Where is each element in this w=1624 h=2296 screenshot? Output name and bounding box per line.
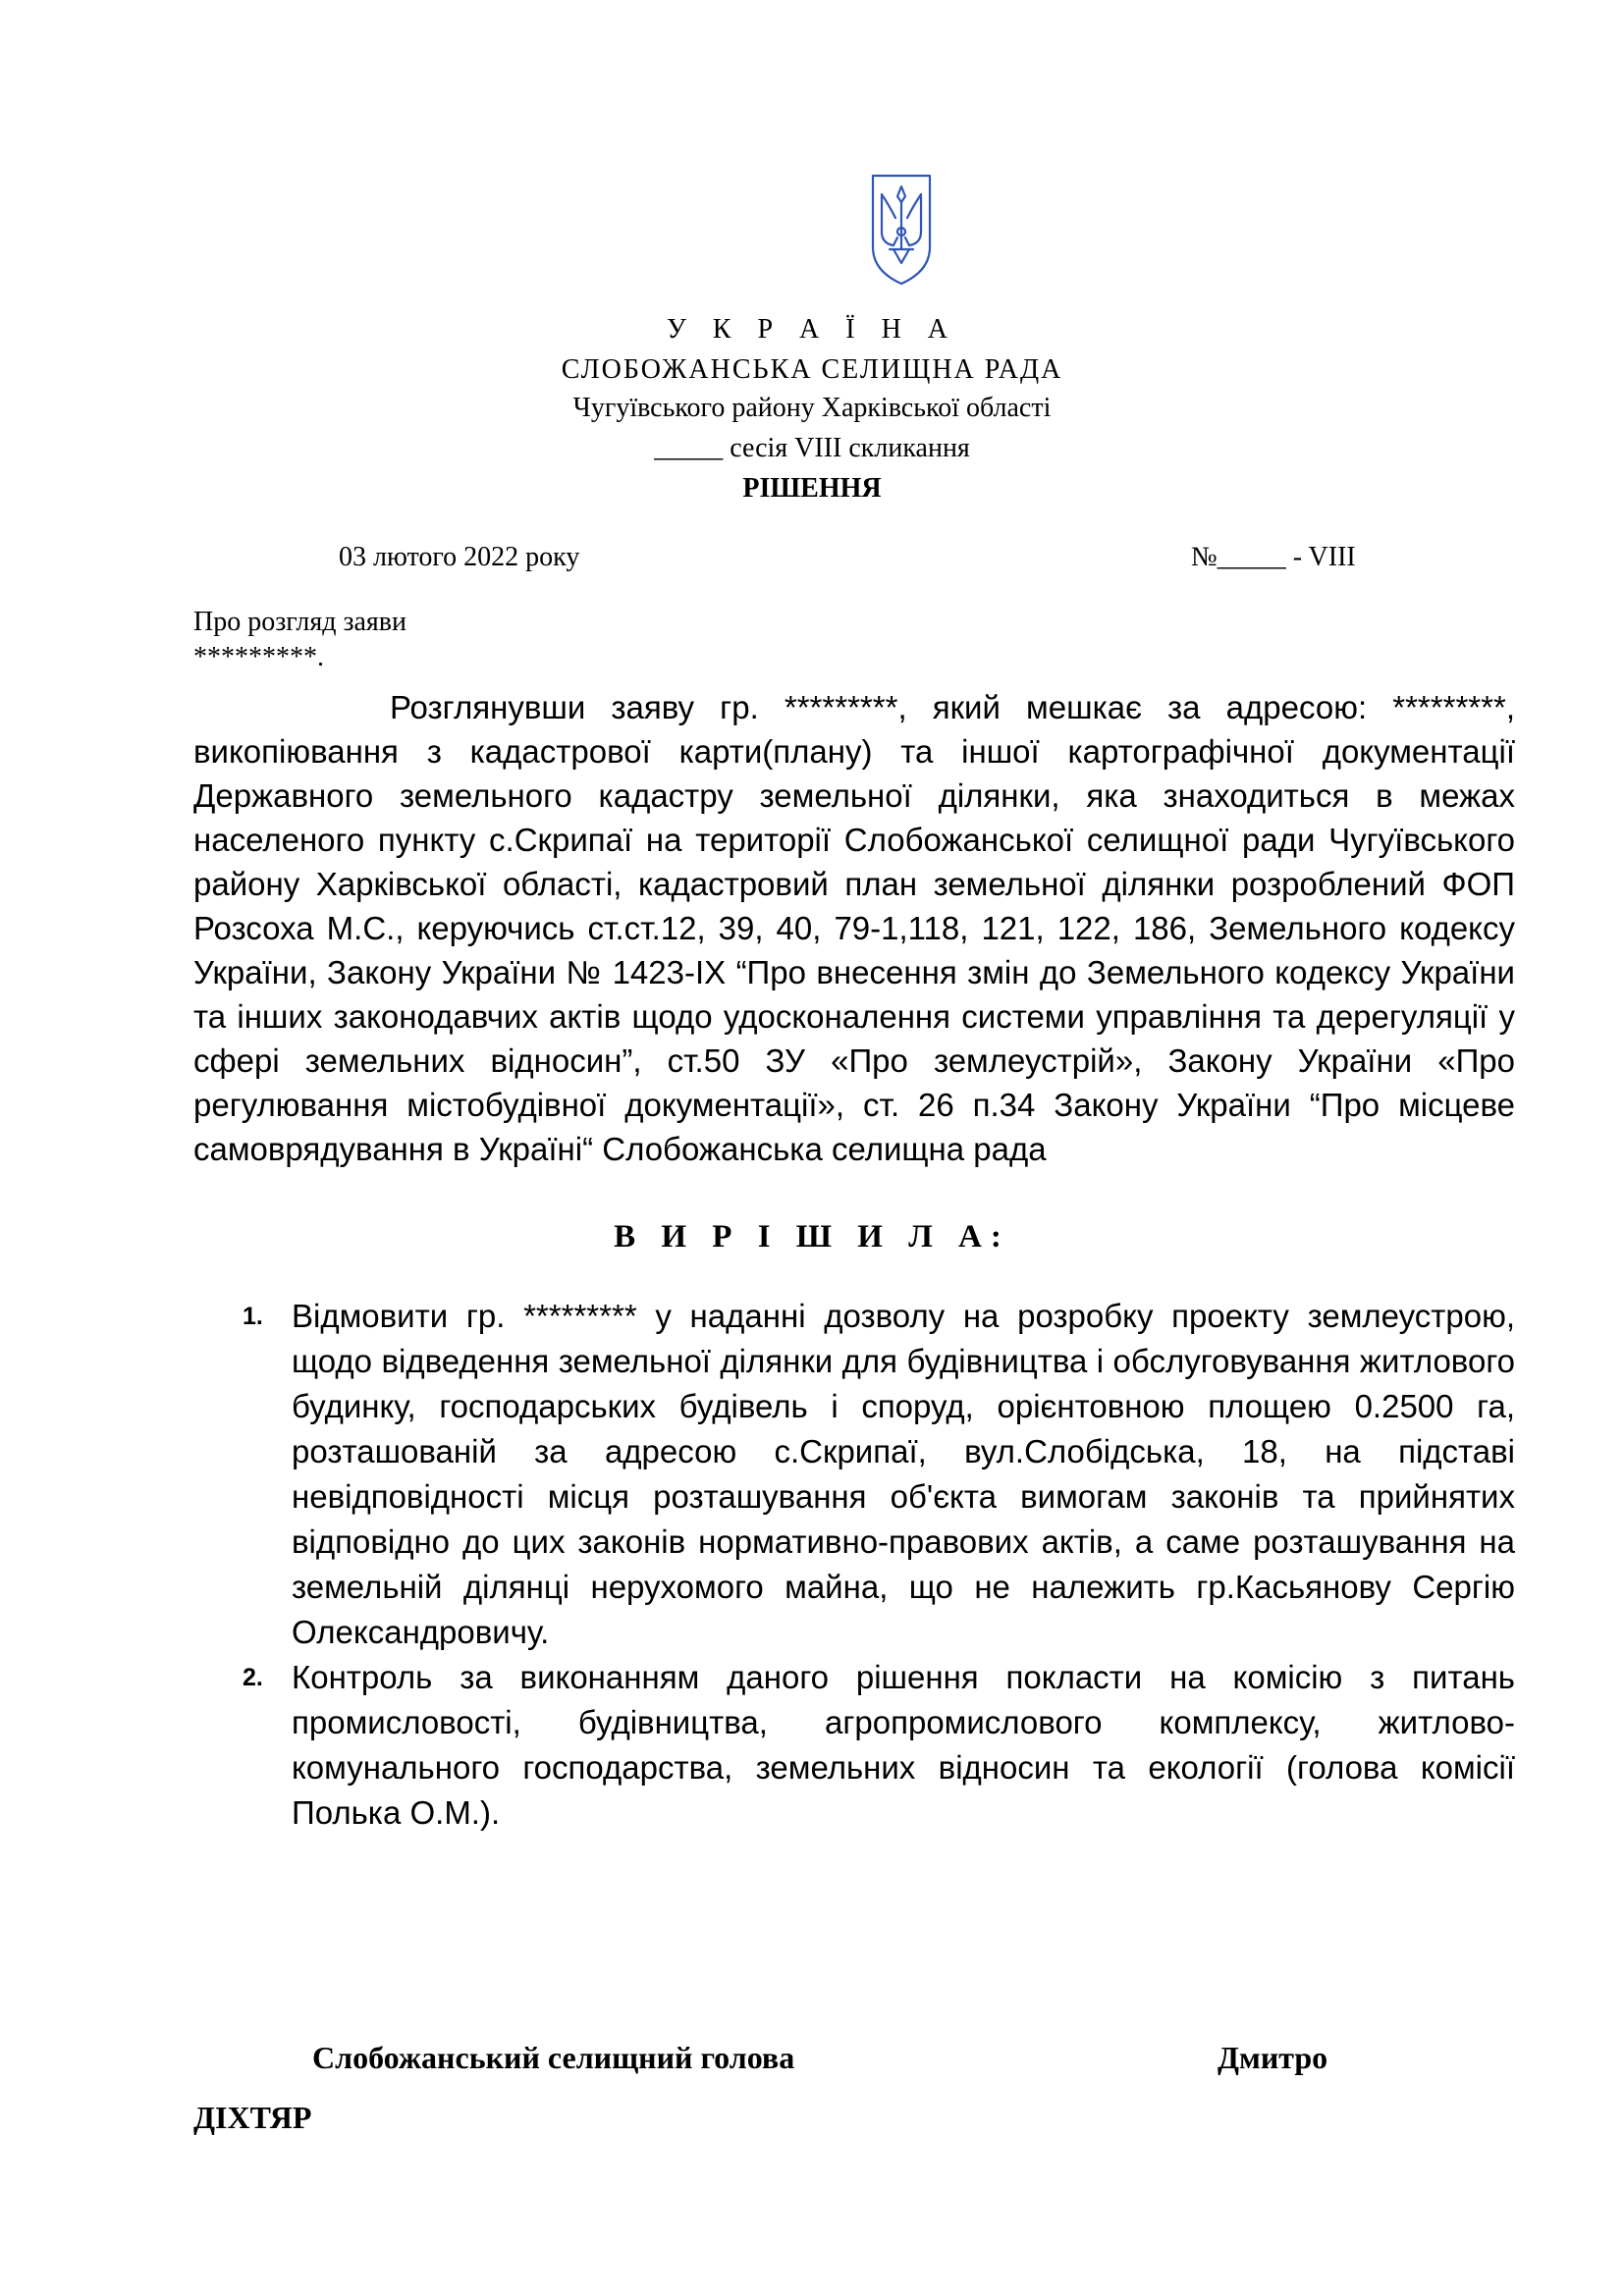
- subject-line: Про розгляд заяви: [193, 607, 407, 637]
- session-line: _____ сесія VIII скликання: [654, 433, 970, 463]
- coat-of-arms-icon: [870, 173, 933, 287]
- signatory-title: Слобожанський селищний голова: [312, 2040, 795, 2075]
- subject-name: *********.: [193, 642, 324, 672]
- subject-block: [193, 605, 406, 675]
- signatory-first-name: Дмитро: [1218, 2040, 1328, 2075]
- council-title: СЛОБОЖАНСЬКА СЕЛИЩНА РАДА: [561, 354, 1063, 385]
- item-text: Відмовити гр. ********* у наданні дозволу на розробку проекту землеустрою, щодо відведення земельної ділянки для будівництва і обслуговування житлового будинку, господарських будівель і споруд, орієнтовною площею 0.2500 га, розташованій за адресою с.Скрипаї, вул.Слобідська, 18, на підставі невідповідності місця розташування об'єкта вимогам законів та прийнятих відповідно до цих законів нормативно-правових актів, а саме розташування на земельній ділянці нерухомого майна, що не належить гр.Касьянову Сергію Олександровичу.: [292, 1298, 1515, 1650]
- decision-items: [193, 1294, 1515, 1836]
- resolved-heading: В И Р І Ш И Л А:: [614, 1219, 1010, 1255]
- item-number: 1.: [243, 1303, 263, 1330]
- signatory-last-name: ДІХТЯР: [193, 2100, 312, 2135]
- preamble-paragraph: Розглянувши заяву гр. *********, який мешкає за адресою: *********, викопіювання з кадастрової карти(плану) та іншої картографічної документації Державного земельного кадастру земельної ділянки, яка знаходиться в межах населеного пункту с.Скрипаї на території Слобожанської селищної ради Чугуївського району Харківської області, кадастровий план земельної ділянки розроблений ФОП Розсоха М.С., керуючись ст.ст.12, 39, 40, 79-1,118, 121, 122, 186, Земельного кодексу України, Закону України № 1423-IX “Про внесення змін до Земельного кодексу України та інших законодавчих актів щодо удосконалення системи управління та дерегуляції у сфері земельних відносин”, ст.50 ЗУ «Про землеустрій», Закону України «Про регулювання містобудівної документації», ст. 26 п.34 Закону України “Про місцеве самоврядування в Україні“ Слобожанська селищна рада: [193, 689, 1515, 1167]
- decision-item: [193, 1294, 1515, 1655]
- country-title: У К Р А Ї Н А: [666, 314, 958, 345]
- decision-title: РІШЕННЯ: [742, 473, 882, 504]
- decision-date: 03 лютого 2022 року: [339, 542, 580, 572]
- decision-item: [193, 1655, 1515, 1836]
- district-subtitle: Чугуївського району Харківської області: [572, 393, 1052, 423]
- decision-number: №_____ - VIII: [1191, 542, 1356, 572]
- item-number: 2.: [243, 1664, 263, 1691]
- item-text: Контроль за виконанням даного рішення покласти на комісію з питань промисловості, будівництва, агропромислового комплексу, житлово-комунального господарства, земельних відносин та екології (голова комісії Полька О.М.).: [292, 1659, 1515, 1831]
